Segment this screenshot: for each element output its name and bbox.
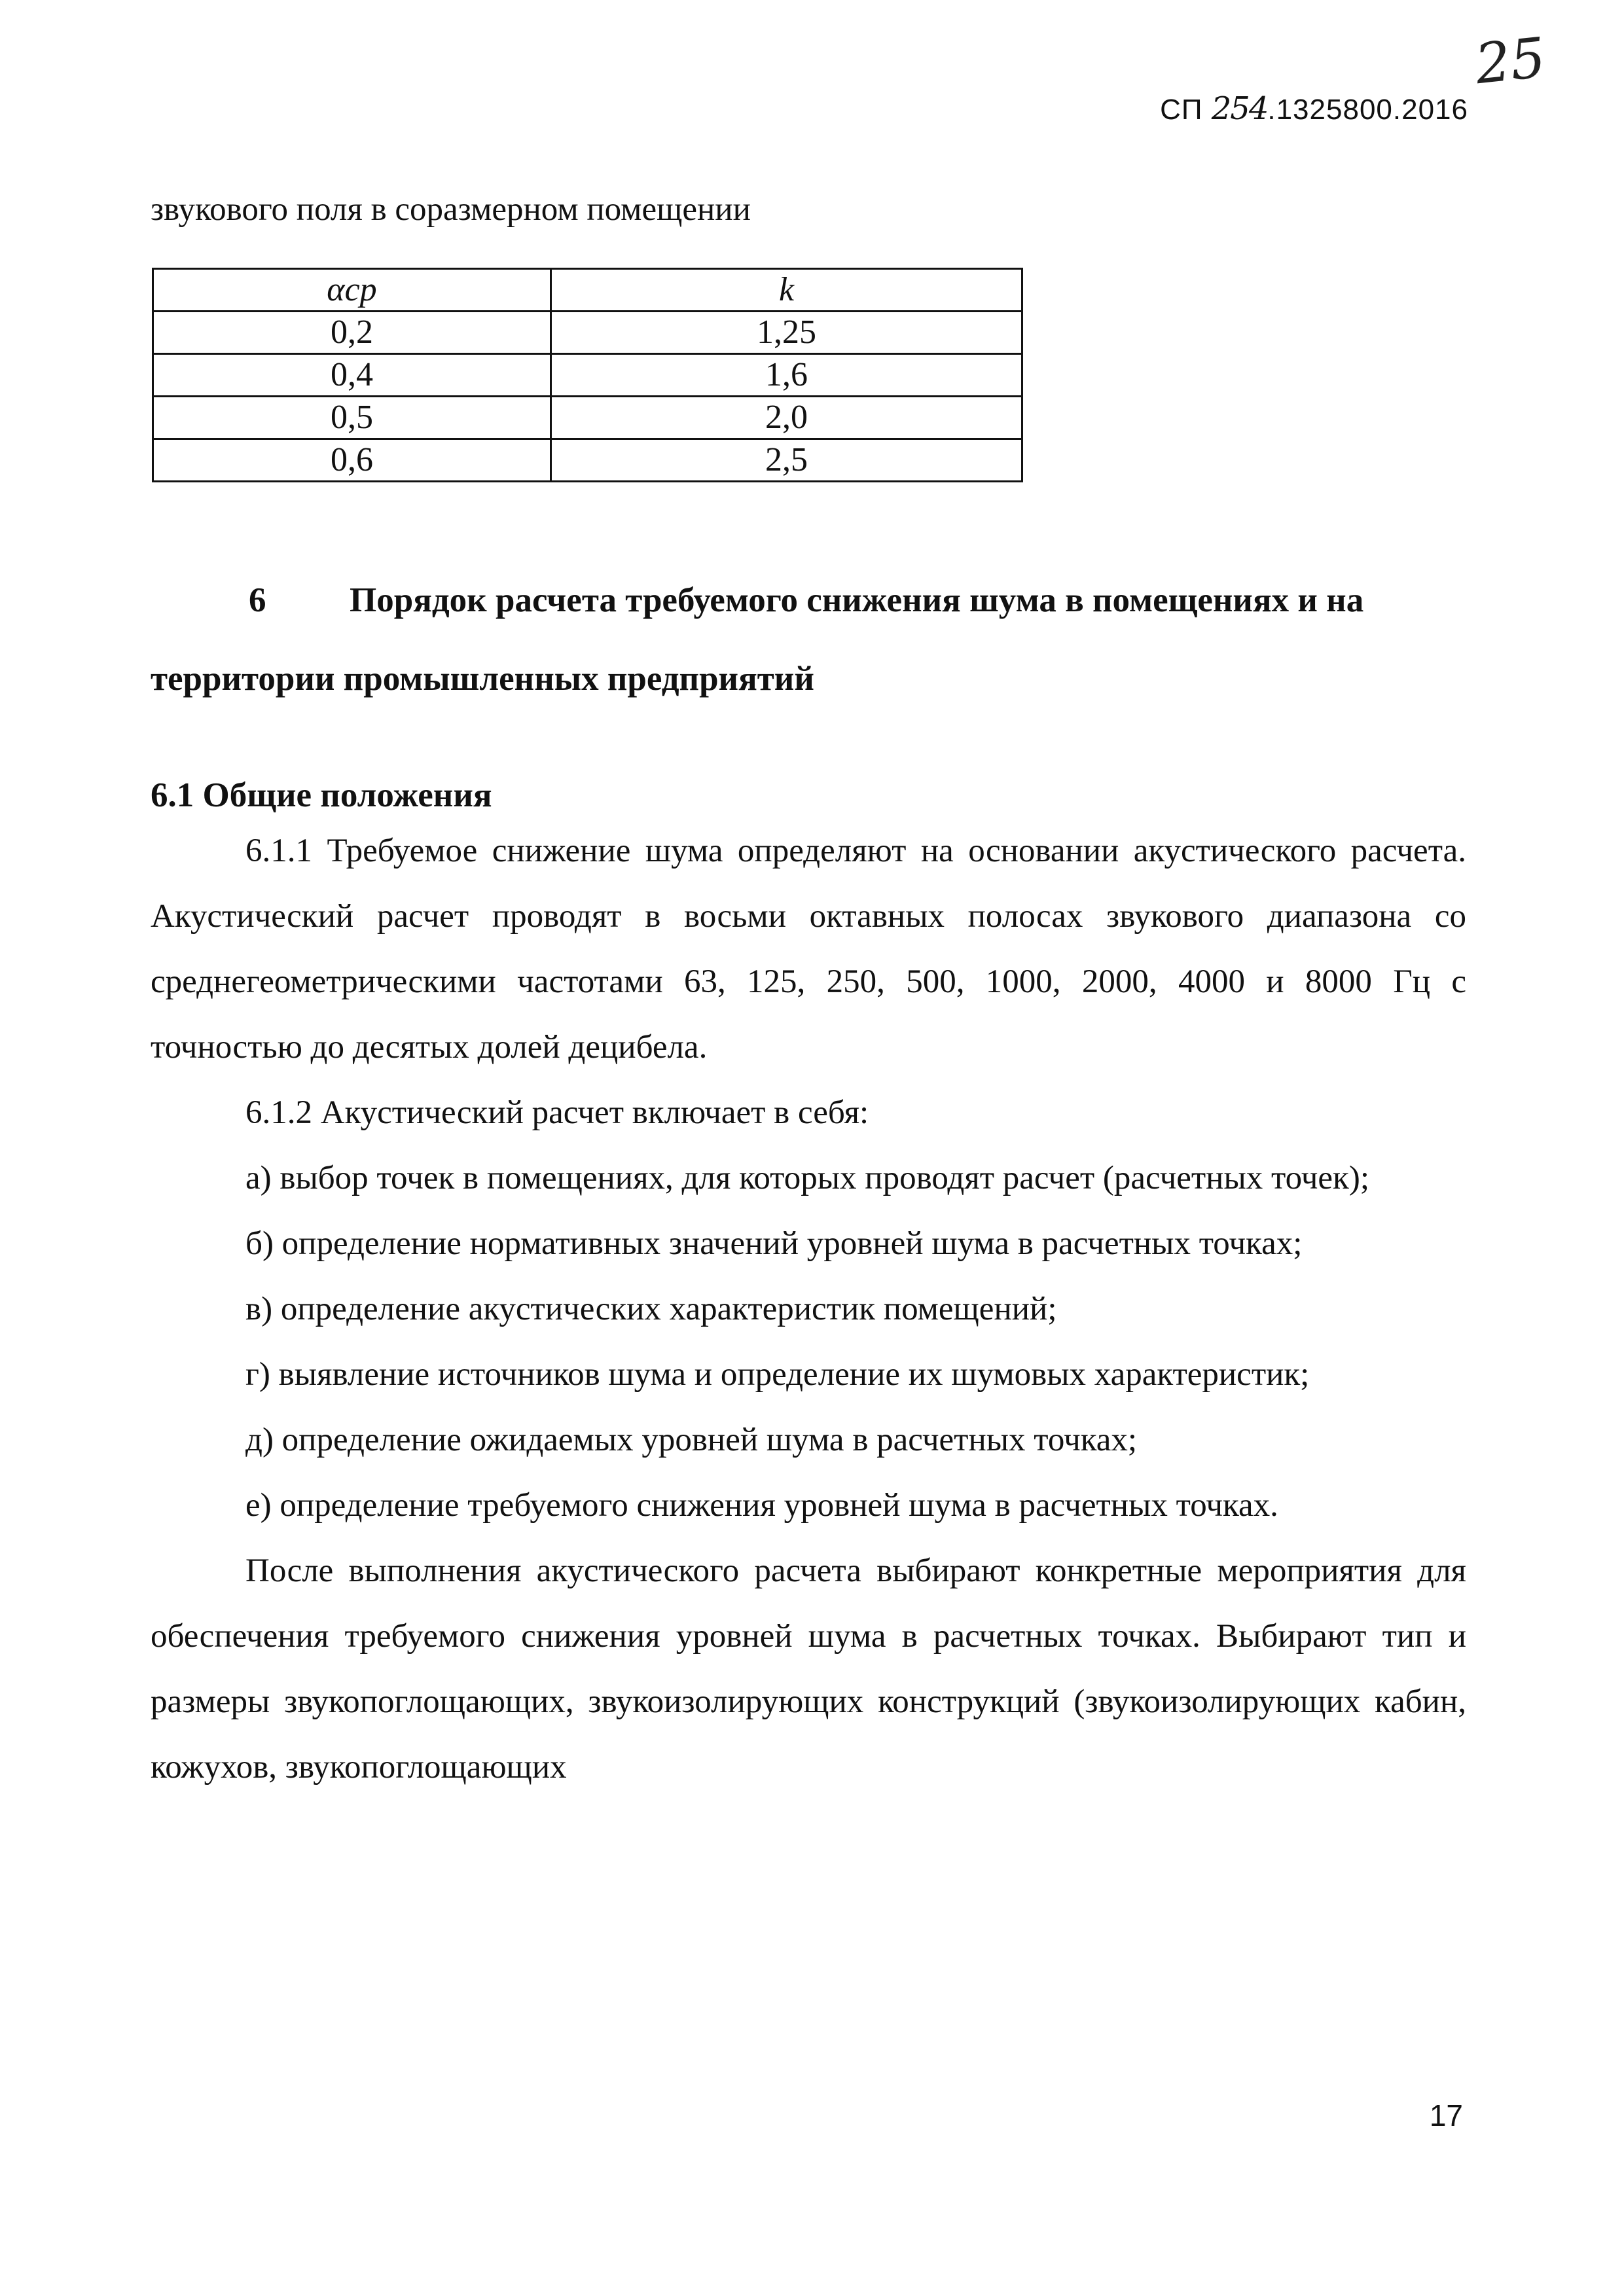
section-6-number: 6 [249, 581, 266, 619]
table-header-row [153, 269, 1022, 312]
table-header-cell: αср [153, 269, 551, 312]
table-cell: 0,5 [153, 397, 551, 439]
list-item: а) выбор точек в помещениях, для которых проводят расчет (расчетных точек); [245, 1160, 1369, 1196]
list-item: е) определение требуемого снижения уровней шума в расчетных точках. [245, 1487, 1278, 1524]
absorption-table [152, 268, 1023, 482]
document-code-handwritten: 254 [1211, 90, 1268, 127]
table-cell: 0,6 [153, 439, 551, 482]
body-text [151, 818, 1466, 1800]
table-header-cell: k [550, 269, 1022, 312]
table-cell: 2,5 [550, 439, 1022, 482]
table-cell: 1,25 [550, 312, 1022, 354]
table-row [153, 354, 1022, 397]
table-row [153, 439, 1022, 482]
table-cell: 1,6 [550, 354, 1022, 397]
document-code-suffix: .1325800.2016 [1267, 94, 1468, 126]
section-6-1-heading: 6.1 Общие положения [151, 776, 492, 814]
table-caption: звукового поля в соразмерном помещении [151, 191, 751, 228]
table-row [153, 312, 1022, 354]
paragraph: После выполнения акустического расчета выбирают конкретные мероприятия для обеспечения требуемого снижения уровней шума в расчетных точках. Выбирают тип и размеры звукопоглощающих, звукоизолирующих конструкций (звукоизолирующих кабин, кожухов, звукопоглощающих [151, 1552, 1466, 1785]
table-cell: 2,0 [550, 397, 1022, 439]
list-item: д) определение ожидаемых уровней шума в расчетных точках; [245, 1422, 1138, 1458]
document-code [1160, 90, 1468, 127]
list-item: б) определение нормативных значений уровней шума в расчетных точках; [245, 1225, 1303, 1262]
table-cell: 0,4 [153, 354, 551, 397]
document-code-prefix: СП [1160, 94, 1212, 126]
section-6-heading [151, 561, 1466, 718]
list-item: в) определение акустических характеристик помещений; [245, 1291, 1057, 1327]
table-cell: 0,2 [153, 312, 551, 354]
section-6-title: Порядок расчета требуемого снижения шума в помещениях и на территории промышленных предприятий [151, 581, 1364, 698]
list-item: г) выявление источников шума и определение их шумовых характеристик; [245, 1356, 1310, 1393]
page-number: 17 [1429, 2098, 1463, 2132]
handwritten-sheet-number: 25 [1472, 25, 1549, 97]
paragraph: 6.1.2 Акустический расчет включает в себя: [245, 1094, 869, 1131]
paragraph: 6.1.1 Требуемое снижение шума определяют на основании акустического расчета. Акустический расчет проводят в восьми октавных полосах звукового диапазона со среднегеометрическими частотами 63, 125, 250, 500, 1000, 2000, 4000 и 8000 Гц с точностью до десятых долей децибела. [151, 833, 1466, 1066]
table-row [153, 397, 1022, 439]
